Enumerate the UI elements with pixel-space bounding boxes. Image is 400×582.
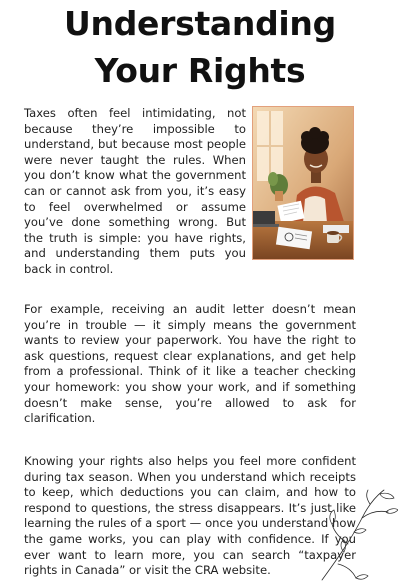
woman-reading-documents-photo	[252, 106, 354, 260]
title-line-1: Understanding	[64, 4, 336, 43]
paragraph-2: For example, receiving an audit letter doesn’t mean you’re in trouble — it simply means the government wants to review your paperwork. You have the right to ask questions, request clear explanations, and get help from a professional. Think of it like a teacher checking your homework: you show your work, and if something doesn’t make sense, you’re allowed to ask for clarification.	[24, 302, 356, 426]
page-title	[0, 0, 400, 94]
photo-illustration	[253, 107, 353, 259]
paragraph-3: Knowing your rights also helps you feel more confident during tax season. When you understand which receipts to keep, which deductions you can claim, and how to respond to questions, the stress disappears. It’s just like learning the rules of a sport — once you understand how the game works, you can play with confidence. If you ever want to learn more, you can search “taxpayer rights in Canada” or visit the CRA website.	[24, 454, 356, 578]
paragraph-1: Taxes often feel intimidating, not because they’re impossible to understand, but because most people were never taught the rules. When you don’t know what the government can or cannot ask from you, it’s easy to feel overwhelmed or assume you’ve done something wrong. But the truth is simple: you have rights, and understanding them puts you back in control.	[24, 106, 246, 276]
title-line-2: Your Rights	[94, 51, 306, 90]
